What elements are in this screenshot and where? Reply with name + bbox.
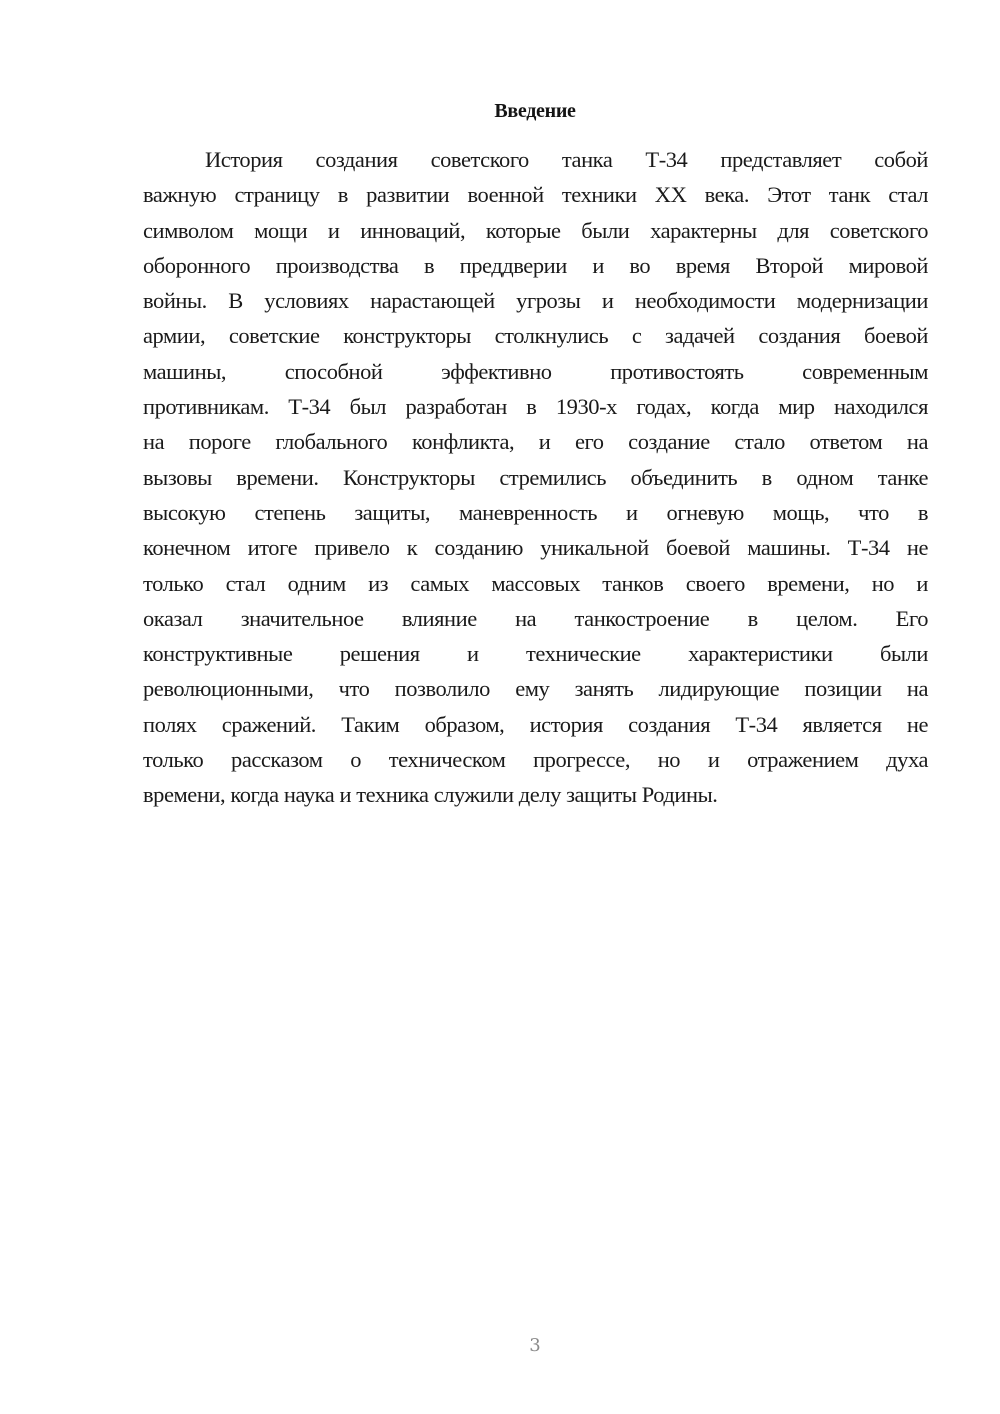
paragraph-line-text: конструктивные решения и технические характеристики были (143, 641, 928, 667)
paragraph-line-text: оборонного производства в преддверии и во время Второй мировой (143, 252, 928, 278)
paragraph-line-text: революционными, что позволило ему занять лидирующие позиции на (143, 676, 928, 702)
paragraph-line (143, 460, 928, 495)
paragraph-line (143, 742, 928, 777)
paragraph-line-text: История создания советского танка Т-34 представляет собой (205, 147, 928, 172)
paragraph-line (143, 424, 928, 459)
paragraph-line-text: на пороге глобального конфликта, и его создание стало ответом на (143, 429, 928, 455)
paragraph-line-text: машины, способной эффективно противостоять современным (143, 358, 928, 384)
paragraph-line-text: времени, когда наука и техника служили делу защиты Родины. (143, 782, 718, 808)
intro-paragraph (143, 142, 928, 813)
paragraph-line (143, 707, 928, 742)
paragraph-line-text: символом мощи и инноваций, которые были характерны для советского (143, 217, 928, 243)
section-title: Введение (494, 100, 576, 122)
paragraph-line-text: высокую степень защиты, маневренность и огневую мощь, что в (143, 499, 928, 525)
paragraph-line-text: войны. В условиях нарастающей угрозы и необходимости модернизации (143, 288, 928, 314)
paragraph-line (143, 354, 928, 389)
paragraph-line (143, 530, 928, 565)
paragraph-line-text: только рассказом о техническом прогрессе, но и отражением духа (143, 747, 928, 773)
paragraph-line-text: противникам. Т-34 был разработан в 1930-х годах, когда мир находился (143, 394, 928, 420)
paragraph-line (143, 566, 928, 601)
paragraph-line-text: полях сражений. Таким образом, история создания Т-34 является не (143, 711, 928, 737)
paragraph-line (143, 142, 928, 177)
paragraph-line-text: оказал значительное влияние на танкостроение в целом. Его (143, 605, 928, 631)
paragraph-line (143, 248, 928, 283)
page-number: 3 (529, 1335, 541, 1356)
paragraph-line-text: армии, советские конструкторы столкнулись с задачей создания боевой (143, 323, 928, 349)
paragraph-line (143, 283, 928, 318)
paragraph-line (143, 389, 928, 424)
paragraph-line-text: важную страницу в развитии военной техники XX века. Этот танк стал (143, 182, 928, 208)
paragraph-line-last (143, 777, 928, 812)
paragraph-line-text: только стал одним из самых массовых танков своего времени, но и (143, 570, 928, 596)
paragraph-line (143, 636, 928, 671)
paragraph-line (143, 213, 928, 248)
paragraph-line (143, 495, 928, 530)
paragraph-line (143, 177, 928, 212)
paragraph-line (143, 601, 928, 636)
paragraph-line-text: вызовы времени. Конструкторы стремились объединить в одном танке (143, 464, 928, 490)
paragraph-line-text: конечном итоге привело к созданию уникальной боевой машины. Т-34 не (143, 535, 928, 561)
paragraph-line (143, 671, 928, 706)
paragraph-line (143, 318, 928, 353)
